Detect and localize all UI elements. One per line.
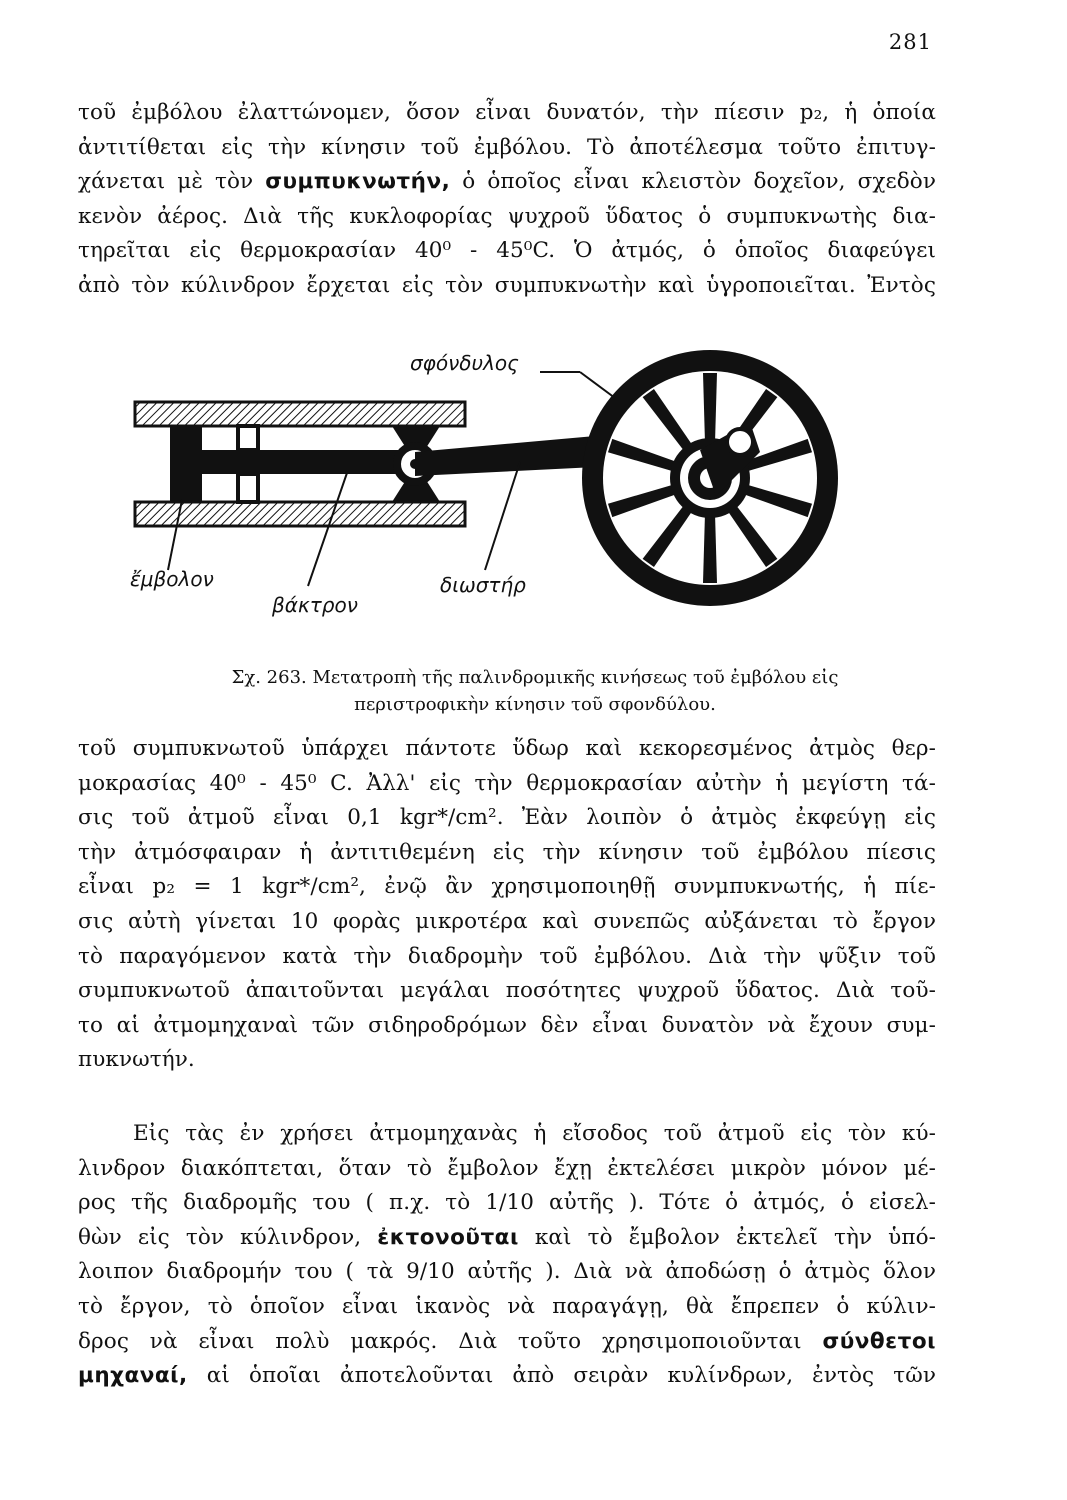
label-connecting-rod: διωστήρ	[440, 573, 526, 597]
text-span: θὼν εἰς τὸν κύλινδρον,	[78, 1224, 362, 1250]
cylinder-bottom-wall	[135, 502, 465, 526]
text-line: τὴν ἀτμόσφαιραν ἡ ἀντιτιθεμένη εἰς τὴν κίνησιν τοῦ ἐμβόλου πίεσις	[78, 839, 936, 865]
text-span: αἱ ὁποῖαι ἀποτελοῦνται ἀπὸ σειρὰν κυλίνδρων, ἐντὸς τῶν	[206, 1363, 937, 1389]
text-line: τηρεῖται εἰς θερμοκρασίαν 40⁰ - 45⁰C. Ὁ ἀτμός, ὁ ὁποῖος διαφεύγει	[78, 238, 936, 264]
label-flywheel: σφόνδυλος	[410, 351, 519, 375]
text-line: λοιπον διαδρομήν του ( τὰ 9/10 αὐτῆς ). Διὰ νὰ ἀποδώσῃ ὁ ἀτμὸς ὅλον	[78, 1259, 936, 1285]
leader-line	[485, 462, 520, 570]
text-line: Εἰς τὰς ἐν χρήσει ἀτμομηχανὰς ἡ εἴσοδος τοῦ ἀτμοῦ εἰς τὸν κύ-	[133, 1121, 936, 1146]
text-line: ἀπὸ τὸν κύλινδρον ἔρχεται εἰς τὸν συμπυκνωτὴν καὶ ὑγροποιεῖται. Ἐντὸς	[78, 272, 936, 298]
text-line: κενὸν ἀέρος. Διὰ τῆς κυκλοφορίας ψυχροῦ ὕδατος ὁ συμπυκνωτὴς δια-	[78, 203, 936, 229]
cylinder-top-wall	[135, 402, 465, 426]
steam-engine-diagram	[110, 330, 880, 630]
leader-line	[308, 470, 348, 586]
paragraph-3	[78, 1117, 936, 1394]
text-span: καὶ τὸ ἔμβολον ἐκτελεῖ τὴν ὑπό-	[534, 1224, 936, 1250]
text-line: τοῦ συμπυκνωτοῦ ὑπάρχει πάντοτε ὕδωρ καὶ κεκορεσμένος ἀτμὸς θερ-	[78, 736, 936, 761]
leader-line	[580, 372, 615, 398]
text-line: σις αὐτὴ γίνεται 10 φορὰς μικροτέρα καὶ συνεπῶς αὐξάνεται τὸ ἔργον	[78, 908, 936, 934]
text-line: μοκρασίας 40⁰ - 45⁰ C. Ἀλλ' εἰς τὴν θερμοκρασίαν αὐτὴν ἡ μεγίστη τά-	[78, 770, 936, 796]
crank-pin	[727, 429, 753, 455]
text-line: συμπυκνωτοῦ ἀπαιτοῦνται μεγάλαι ποσότητες ψυχροῦ ὕδατος. Διὰ τοῦ-	[78, 978, 936, 1004]
text-line: λινδρον διακόπτεται, ὅταν τὸ ἔμβολον ἔχῃ ἐκτελέσει μικρὸν μόνον μέ-	[78, 1155, 936, 1181]
paragraph-2	[78, 732, 936, 1078]
label-piston: ἔμβολον	[130, 567, 214, 591]
text-line: ἀντιτίθεται εἰς τὴν κίνησιν τοῦ ἐμβόλου. Τὸ ἀποτέλεσμα τοῦτο ἐπιτυγ-	[78, 134, 936, 160]
paragraph-1	[78, 96, 936, 304]
keyword-condenser: συμπυκνωτήν,	[265, 169, 451, 195]
piston-block	[170, 426, 202, 502]
page-number: 281	[888, 30, 932, 54]
flywheel	[582, 350, 838, 606]
text-line: τὸ ἔργον, τὸ ὁποῖον εἶναι ἱκανὸς νὰ παραγάγῃ, θὰ ἔπρεπεν ὁ κύλιν-	[78, 1293, 936, 1319]
figure-caption	[215, 664, 855, 718]
text-span: ὁ ὁποῖος εἶναι κλειστὸν δοχεῖον, σχεδὸν	[462, 169, 936, 195]
gland-post	[238, 426, 258, 450]
text-line: το αἱ ἀτμομηχαναὶ τῶν σιδηροδρόμων δὲν εἶναι δυνατὸν νὰ ἔχουν συμ-	[78, 1012, 936, 1038]
gland-post	[238, 474, 258, 502]
text-line	[78, 165, 936, 200]
text-line: πυκνωτήν.	[78, 1047, 195, 1073]
label-piston-rod: βάκτρον	[272, 593, 358, 617]
text-line: ρος τῆς διαδρομῆς του ( π.χ. τὸ 1/10 αὐτῆς ). Τότε ὁ ἀτμός, ὁ εἰσελ-	[78, 1190, 936, 1216]
text-line: εἶναι p₂ = 1 kgr*/cm², ἐνῷ ἂν χρησιμοποιηθῇ συνμπυκνωτής, ἡ πίε-	[78, 874, 936, 900]
caption-line: Σχ. 263. Μετατροπὴ τῆς παλινδρομικῆς κινήσεως τοῦ ἐμβόλου εἰς	[231, 667, 839, 688]
text-line	[78, 1221, 936, 1256]
keyword-compound: σύνθετοι	[822, 1328, 936, 1354]
text-line: σις τοῦ ἀτμοῦ εἶναι 0,1 kgr*/cm². Ἐὰν λοιπὸν ὁ ἀτμὸς ἐκφεύγῃ εἰς	[78, 805, 936, 831]
piston-rod	[202, 450, 412, 474]
text-line: τοῦ ἐμβόλου ἐλαττώνομεν, ὅσον εἶναι δυνατόν, τὴν πίεσιν p₂, ἡ ὁποία	[78, 100, 936, 125]
text-line	[78, 1325, 936, 1360]
keyword-engines: μηχαναί,	[78, 1363, 188, 1389]
keyword-expands: ἐκτονοῦται	[377, 1224, 519, 1250]
text-span: χάνεται μὲ τὸν	[78, 169, 254, 195]
text-span: δρος νὰ εἶναι πολὺ μακρός. Διὰ τοῦτο χρησιμοποιοῦνται	[78, 1328, 802, 1354]
text-line: τὸ παραγόμενον κατὰ τὴν διαδρομὴν τοῦ ἐμβόλου. Διὰ τὴν ψῦξιν τοῦ	[78, 943, 936, 969]
caption-line: περιστροφικὴν κίνησιν τοῦ σφονδύλου.	[354, 694, 716, 715]
text-line	[78, 1359, 936, 1394]
